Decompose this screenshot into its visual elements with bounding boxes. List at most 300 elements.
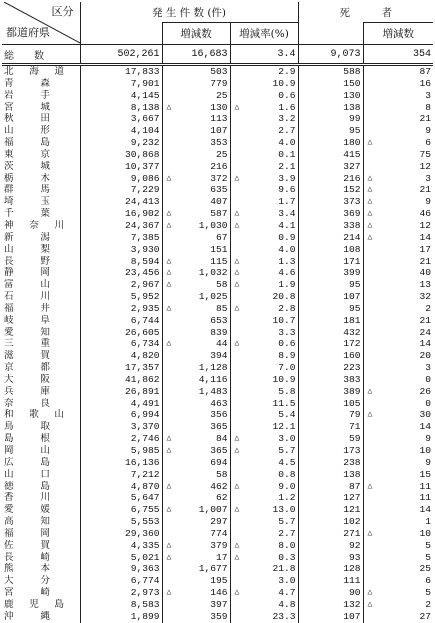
table-row <box>2 433 433 445</box>
increase-cell <box>162 350 230 362</box>
increase-cell <box>162 90 230 102</box>
deaths-cell-value: 121 <box>343 504 361 516</box>
prefecture-name <box>2 398 80 410</box>
deaths-cell-value: 95 <box>349 125 361 137</box>
table-row <box>2 587 433 599</box>
rate-cell-value: 3.9 <box>278 172 296 184</box>
death-increase-cell <box>363 267 433 279</box>
rate-cell <box>230 125 298 137</box>
prefecture-name <box>2 267 80 279</box>
decrease-marker: △ <box>166 268 172 278</box>
deaths-cell <box>298 161 363 173</box>
prefecture-name-text: 長 野 <box>4 255 50 267</box>
rate-cell <box>230 90 298 102</box>
deaths-cell-value: 102 <box>343 516 361 528</box>
rate-cell <box>230 256 298 268</box>
increase-cell-value: 365 <box>210 421 228 433</box>
cases-cell-value: 7,901 <box>130 77 160 89</box>
rate-cell <box>230 599 298 611</box>
rate-cell-value: 3.0 <box>278 575 296 587</box>
death-increase-cell <box>363 291 433 303</box>
increase-cell-value: 85 <box>215 302 228 314</box>
decrease-marker: △ <box>234 446 240 455</box>
death-increase-cell-value: 9 <box>425 433 432 445</box>
decrease-marker: △ <box>234 339 240 349</box>
increase-cell-value: 44 <box>215 338 228 350</box>
prefecture-name <box>2 184 80 196</box>
cases-cell-value: 2,746 <box>130 433 160 445</box>
increase-cell <box>162 78 230 90</box>
rate-cell <box>230 445 298 457</box>
increase-cell <box>162 327 230 339</box>
increase-cell <box>162 279 230 291</box>
cases-cell <box>80 78 162 90</box>
death-increase-cell <box>363 504 433 516</box>
deaths-cell <box>298 102 363 114</box>
cases-cell <box>80 350 162 362</box>
rate-cell-value: 2.7 <box>278 125 296 137</box>
deaths-cell-value: 369 <box>343 208 361 220</box>
death-increase-cell <box>363 90 433 102</box>
death-increase-cell <box>363 540 433 552</box>
increase-cell-value: 216 <box>210 160 228 172</box>
prefecture-name-text: 青 森 <box>4 77 50 89</box>
total-cases: 502,261 <box>80 45 162 65</box>
increase-cell <box>162 208 230 220</box>
rate-cell <box>230 291 298 303</box>
table-row <box>2 350 433 362</box>
rate-cell-value: 9.0 <box>278 480 296 492</box>
increase-cell <box>162 161 230 173</box>
deaths-cell <box>298 173 363 185</box>
increase-cell-value: 407 <box>210 196 228 208</box>
increase-cell <box>162 374 230 386</box>
rate-cell-value: 0.6 <box>278 89 296 101</box>
rate-cell <box>230 149 298 161</box>
increase-cell-value: 1,032 <box>198 267 228 279</box>
deaths-cell <box>298 327 363 339</box>
death-increase-cell <box>363 587 433 599</box>
decrease-marker: △ <box>166 256 172 266</box>
rate-cell-value: 10.7 <box>272 314 296 326</box>
cases-cell-value: 16,136 <box>124 456 160 468</box>
cases-cell <box>80 102 162 114</box>
prefecture-name-text: 山 形 <box>4 125 50 137</box>
rate-cell <box>230 184 298 196</box>
prefecture-name-text: 佐 賀 <box>4 539 50 551</box>
total-label: 総 数 <box>2 45 80 65</box>
decrease-marker: △ <box>166 540 172 550</box>
rate-cell <box>230 137 298 149</box>
deaths-cell <box>298 315 363 327</box>
deaths-cell-value: 92 <box>349 539 361 551</box>
death-increase-cell-value: 0 <box>425 373 432 385</box>
increase-cell-value: 779 <box>210 77 228 89</box>
rate-cell-value: 0.6 <box>278 338 296 350</box>
increase-cell-value: 397 <box>210 598 228 610</box>
deaths-cell-value: 95 <box>349 279 361 291</box>
cases-cell <box>80 481 162 493</box>
total-deaths: 9,073 <box>298 45 363 65</box>
group-header-deaths: 死 者 <box>298 2 433 23</box>
increase-cell <box>162 244 230 256</box>
prefecture-name-text: 山 口 <box>4 468 50 480</box>
increase-cell <box>162 338 230 350</box>
rate-cell-value: 12.1 <box>272 421 296 433</box>
rate-cell <box>230 552 298 564</box>
rate-cell <box>230 504 298 516</box>
deaths-cell-value: 171 <box>343 255 361 267</box>
cases-cell <box>80 338 162 350</box>
prefecture-name-text: 神 奈 川 <box>4 219 64 231</box>
death-increase-cell-value: 9 <box>425 196 432 208</box>
deaths-cell-value: 93 <box>349 551 361 563</box>
rate-cell-value: 3.2 <box>278 113 296 125</box>
increase-cell <box>162 137 230 149</box>
increase-cell-value: 1,677 <box>198 563 228 575</box>
cases-cell-value: 4,491 <box>130 397 160 409</box>
table-row <box>2 78 433 90</box>
table-row <box>2 492 433 504</box>
increase-cell-value: 1,483 <box>198 385 228 397</box>
deaths-cell <box>298 481 363 493</box>
cases-cell-value: 6,755 <box>130 504 160 516</box>
cases-cell <box>80 291 162 303</box>
increase-cell <box>162 469 230 481</box>
prefecture-name <box>2 173 80 185</box>
deaths-cell <box>298 338 363 350</box>
decrease-marker: △ <box>234 588 240 598</box>
death-increase-cell-value: 11 <box>419 492 432 504</box>
decrease-marker: △ <box>367 220 373 230</box>
increase-cell-value: 151 <box>210 243 228 255</box>
table-row <box>2 409 433 421</box>
increase-cell-value: 694 <box>210 456 228 468</box>
increase-cell-value: 394 <box>210 350 228 362</box>
cases-cell-value: 5,985 <box>130 445 160 456</box>
cases-cell-value: 4,335 <box>130 539 160 551</box>
rate-cell-value: 20.8 <box>272 291 296 303</box>
prefecture-name-text: 福 島 <box>4 137 50 149</box>
death-increase-cell <box>363 611 433 623</box>
decrease-marker: △ <box>367 386 373 396</box>
rate-cell <box>230 220 298 232</box>
cases-cell-value: 6,994 <box>130 409 160 421</box>
death-increase-cell <box>363 599 433 611</box>
deaths-cell-value: 389 <box>343 385 361 397</box>
rate-cell-value: 11.5 <box>272 397 296 409</box>
deaths-cell-value: 152 <box>343 184 361 196</box>
total-increase: 16,683 <box>162 45 230 65</box>
corner-header <box>2 2 80 45</box>
cases-cell-value: 4,870 <box>130 480 160 492</box>
deaths-cell-value: 150 <box>343 77 361 89</box>
increase-cell <box>162 540 230 552</box>
deaths-cell <box>298 220 363 232</box>
cases-cell-value: 7,229 <box>130 184 160 196</box>
cases-cell <box>80 575 162 587</box>
table-row <box>2 267 433 279</box>
decrease-marker: △ <box>166 481 172 491</box>
death-increase-cell <box>363 184 433 196</box>
cases-cell-value: 9,232 <box>130 137 160 149</box>
increase-cell-value: 130 <box>210 101 228 113</box>
death-increase-cell-value: 14 <box>419 421 432 433</box>
cases-cell <box>80 504 162 516</box>
rate-cell-value: 13.0 <box>272 504 296 516</box>
cases-cell <box>80 445 162 457</box>
increase-cell <box>162 65 230 78</box>
increase-cell-value: 774 <box>210 527 228 539</box>
increase-cell-value: 84 <box>215 433 228 445</box>
rate-cell-value: 0.1 <box>278 148 296 160</box>
prefecture-name <box>2 78 80 90</box>
cases-cell-value: 10,377 <box>124 160 160 172</box>
increase-cell <box>162 303 230 315</box>
prefecture-name-text: 大 阪 <box>4 373 50 385</box>
prefecture-name <box>2 338 80 350</box>
deaths-cell-value: 238 <box>343 456 361 468</box>
deaths-cell-value: 588 <box>343 66 361 77</box>
table-row <box>2 398 433 410</box>
prefecture-name <box>2 102 80 114</box>
prefecture-name-text: 岐 阜 <box>4 314 50 326</box>
table-row <box>2 102 433 114</box>
rate-cell-value: 1.3 <box>278 255 296 267</box>
decrease-marker: △ <box>234 434 240 444</box>
rate-cell <box>230 575 298 587</box>
rate-cell <box>230 421 298 433</box>
prefecture-name-text: 富 山 <box>4 279 50 291</box>
cases-cell <box>80 611 162 623</box>
decrease-marker: △ <box>367 481 373 491</box>
deaths-cell-value: 108 <box>343 243 361 255</box>
death-increase-cell <box>363 528 433 540</box>
death-increase-cell-value: 3 <box>425 89 432 101</box>
increase-cell <box>162 516 230 528</box>
increase-cell-value: 1,030 <box>198 219 228 231</box>
death-increase-cell-value: 26 <box>419 385 432 397</box>
rate-cell-value: 1.9 <box>278 279 296 291</box>
cases-cell-value: 26,605 <box>124 326 160 338</box>
increase-cell <box>162 587 230 599</box>
death-increase-cell-value: 25 <box>419 563 432 575</box>
rate-cell-value: 3.3 <box>278 326 296 338</box>
rate-cell-value: 2.9 <box>278 66 296 77</box>
prefecture-name-text: 群 馬 <box>4 184 50 196</box>
deaths-cell-value: 214 <box>343 231 361 243</box>
rate-cell-value: 1.7 <box>278 196 296 208</box>
prefecture-name <box>2 575 80 587</box>
prefecture-name <box>2 65 80 78</box>
prefecture-rows <box>2 65 433 623</box>
death-increase-cell-value: 0 <box>425 397 432 409</box>
cases-cell <box>80 516 162 528</box>
table-row <box>2 65 433 78</box>
prefecture-name <box>2 540 80 552</box>
death-increase-cell <box>363 575 433 587</box>
increase-cell-value: 58 <box>215 279 228 291</box>
deaths-cell <box>298 528 363 540</box>
table-row <box>2 279 433 291</box>
death-increase-cell <box>363 137 433 149</box>
prefecture-name-text: 宮 崎 <box>4 587 50 599</box>
rate-cell <box>230 173 298 185</box>
prefecture-name <box>2 552 80 564</box>
cases-cell-value: 2,967 <box>130 279 160 291</box>
prefecture-name <box>2 587 80 599</box>
prefecture-name-text: 茨 城 <box>4 160 50 172</box>
prefecture-name-text: 島 根 <box>4 433 50 445</box>
decrease-marker: △ <box>166 220 172 230</box>
increase-cell <box>162 599 230 611</box>
prefecture-name <box>2 433 80 445</box>
rate-cell-value: 8.9 <box>278 350 296 362</box>
increase-cell-value: 503 <box>210 66 228 77</box>
cases-cell <box>80 469 162 481</box>
deaths-cell <box>298 362 363 374</box>
deaths-cell-value: 138 <box>343 468 361 480</box>
death-increase-cell <box>363 516 433 528</box>
death-increase-cell-value: 12 <box>419 219 432 231</box>
decrease-marker: △ <box>367 197 373 207</box>
rate-cell <box>230 338 298 350</box>
death-increase-cell <box>363 481 433 493</box>
cases-cell-value: 24,413 <box>124 196 160 208</box>
increase-cell <box>162 267 230 279</box>
increase-cell-value: 839 <box>210 326 228 338</box>
decrease-marker: △ <box>234 209 240 219</box>
decrease-marker: △ <box>166 588 172 598</box>
prefecture-name-text: 栃 木 <box>4 172 50 184</box>
death-increase-cell <box>363 457 433 469</box>
cases-cell-value: 4,104 <box>130 125 160 137</box>
deaths-cell <box>298 125 363 137</box>
rate-cell <box>230 102 298 114</box>
deaths-cell <box>298 196 363 208</box>
prefecture-name-text: 新 潟 <box>4 231 50 243</box>
death-increase-cell-value: 87 <box>419 66 432 77</box>
rate-cell <box>230 315 298 327</box>
rate-cell-value: 3.0 <box>278 433 296 445</box>
increase-cell <box>162 481 230 493</box>
death-increase-cell-value: 11 <box>419 480 432 492</box>
deaths-cell <box>298 303 363 315</box>
rate-cell <box>230 469 298 481</box>
increase-cell <box>162 457 230 469</box>
death-increase-cell <box>363 102 433 114</box>
increase-cell <box>162 102 230 114</box>
death-increase-cell-value: 6 <box>425 137 432 149</box>
death-increase-cell <box>363 125 433 137</box>
decrease-marker: △ <box>166 434 172 444</box>
deaths-cell-value: 432 <box>343 326 361 338</box>
death-increase-cell-value: 14 <box>419 231 432 243</box>
decrease-marker: △ <box>367 528 373 538</box>
decrease-marker: △ <box>234 481 240 491</box>
prefecture-name <box>2 386 80 398</box>
increase-cell-value: 653 <box>210 314 228 326</box>
table-row <box>2 196 433 208</box>
rate-cell <box>230 563 298 575</box>
table-row <box>2 208 433 220</box>
cases-cell <box>80 232 162 244</box>
death-increase-cell-value: 5 <box>425 539 432 551</box>
decrease-marker: △ <box>166 102 172 112</box>
prefecture-name <box>2 125 80 137</box>
rate-cell <box>230 492 298 504</box>
deaths-cell <box>298 445 363 457</box>
increase-cell-value: 1,025 <box>198 291 228 303</box>
rate-cell-value: 0.9 <box>278 231 296 243</box>
deaths-cell-value: 99 <box>349 113 361 125</box>
increase-cell <box>162 184 230 196</box>
prefecture-name <box>2 327 80 339</box>
accident-statistics-table <box>2 2 433 623</box>
group-header-cases: 発 生 件 数 (件) <box>80 2 298 23</box>
rate-cell-value: 3.4 <box>278 208 296 220</box>
deaths-cell <box>298 492 363 504</box>
death-increase-cell-value: 3 <box>425 362 432 374</box>
table-row <box>2 457 433 469</box>
rate-cell <box>230 350 298 362</box>
death-increase-cell-value: 10 <box>419 445 432 456</box>
rate-cell-value: 4.0 <box>278 243 296 255</box>
rate-cell-value: 7.0 <box>278 362 296 374</box>
rate-cell-value: 8.0 <box>278 539 296 551</box>
rate-cell-value: 1.2 <box>278 492 296 504</box>
corner-label-category: 区分 <box>51 5 74 18</box>
rate-cell-value: 10.9 <box>272 373 296 385</box>
increase-cell-value: 146 <box>210 587 228 599</box>
prefecture-name-text: 香 川 <box>4 492 50 504</box>
deaths-cell-value: 59 <box>349 433 361 445</box>
deaths-cell-value: 138 <box>343 101 361 113</box>
death-increase-cell-value: 5 <box>425 587 432 599</box>
prefecture-name-text: 三 重 <box>4 338 50 350</box>
cases-cell-value: 6,744 <box>130 314 160 326</box>
deaths-cell <box>298 504 363 516</box>
increase-cell <box>162 113 230 125</box>
increase-cell <box>162 232 230 244</box>
deaths-cell-value: 216 <box>343 172 361 184</box>
table-row <box>2 469 433 481</box>
cases-cell <box>80 90 162 102</box>
table-row <box>2 220 433 232</box>
increase-cell-value: 297 <box>210 516 228 528</box>
table-row <box>2 327 433 339</box>
deaths-cell <box>298 386 363 398</box>
prefecture-name <box>2 220 80 232</box>
cases-cell <box>80 552 162 564</box>
prefecture-name <box>2 528 80 540</box>
prefecture-name-text: 兵 庫 <box>4 385 50 397</box>
cases-cell <box>80 113 162 125</box>
death-increase-cell <box>363 445 433 457</box>
cases-cell-value: 17,833 <box>124 66 160 77</box>
death-increase-cell-value: 9 <box>425 456 432 468</box>
decrease-marker: △ <box>367 173 373 183</box>
deaths-cell <box>298 516 363 528</box>
death-increase-cell <box>363 492 433 504</box>
prefecture-name <box>2 137 80 149</box>
prefecture-name-text: 山 梨 <box>4 243 50 255</box>
cases-cell-value: 9,086 <box>130 172 160 184</box>
table-row <box>2 149 433 161</box>
prefecture-name <box>2 208 80 220</box>
prefecture-name <box>2 291 80 303</box>
deaths-cell-value: 271 <box>343 527 361 539</box>
